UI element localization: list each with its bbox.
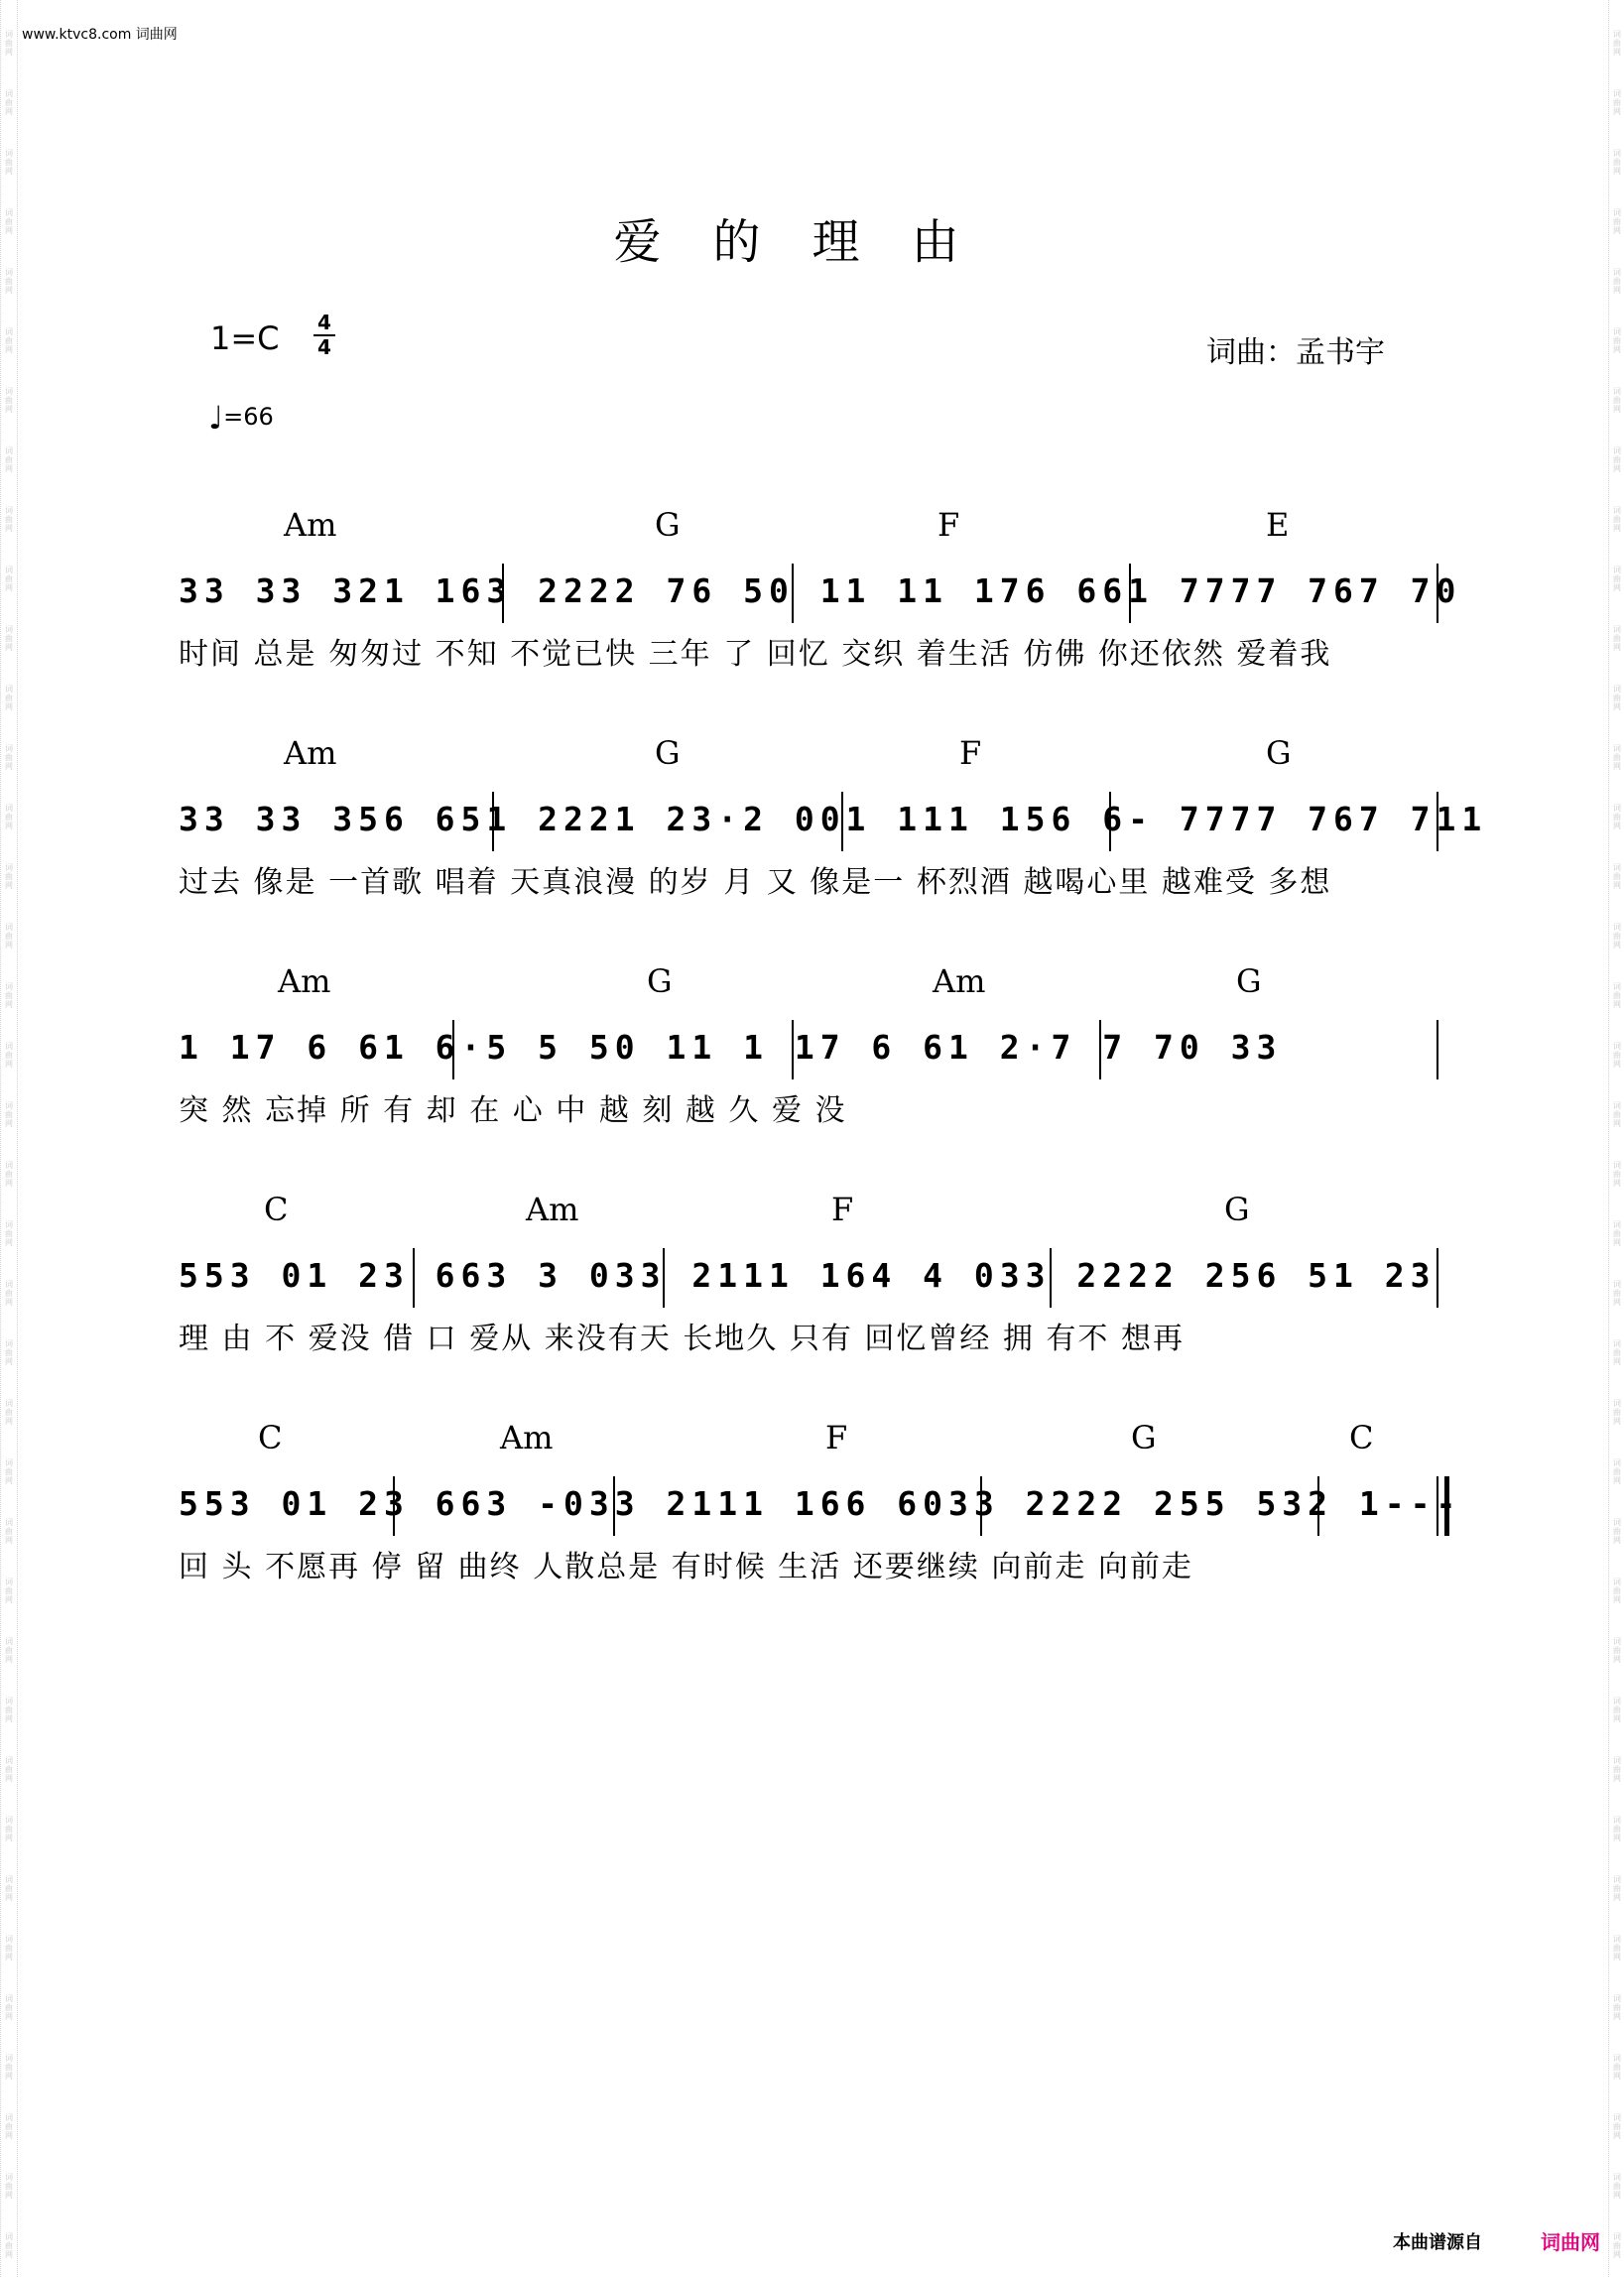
chord-row-4 — [0, 1191, 1624, 1230]
watermark-text: 词 曲 网 — [1613, 1161, 1621, 1188]
song-title: 爱的理由 — [613, 214, 1011, 270]
watermark-text: 词 曲 网 — [1613, 1935, 1621, 1961]
watermark-text: 词 曲 网 — [1613, 1339, 1621, 1366]
watermark-text: 词 曲 网 — [1613, 1101, 1621, 1128]
watermark-text: 词 曲 网 — [5, 2173, 13, 2200]
chord: Am — [500, 1419, 554, 1456]
watermark-text: 词 曲 网 — [1613, 1816, 1621, 1842]
watermark-text: 词 曲 网 — [1613, 804, 1621, 830]
watermark-text: 词 曲 网 — [1613, 1220, 1621, 1247]
key-signature: 1=C — [210, 319, 280, 357]
watermark-text: 词 曲 网 — [5, 208, 13, 235]
watermark-text: 词 曲 网 — [5, 327, 13, 354]
watermark-text: 词 曲 网 — [5, 685, 13, 711]
chord: C — [1349, 1419, 1374, 1456]
site-url: www.ktvc8.com 词曲网 — [22, 27, 178, 43]
watermark-text: 词 曲 网 — [1613, 566, 1621, 592]
chord: Am — [284, 506, 337, 544]
watermark-text: 词 曲 网 — [5, 506, 13, 533]
chord: F — [937, 506, 960, 544]
chord: F — [831, 1191, 854, 1228]
watermark-text: 词 曲 网 — [1613, 1399, 1621, 1426]
watermark-text: 词 曲 网 — [1613, 506, 1621, 533]
tempo-value: =66 — [223, 403, 274, 431]
watermark-text: 词 曲 网 — [5, 744, 13, 771]
watermark-text: 词 曲 网 — [1613, 685, 1621, 711]
watermark-text: 词 曲 网 — [1613, 863, 1621, 890]
watermark-text: 词 曲 网 — [1613, 744, 1621, 771]
watermark-text: 词 曲 网 — [5, 923, 13, 949]
watermark-text: 词 曲 网 — [1613, 1518, 1621, 1545]
watermark-text: 词 曲 网 — [5, 1399, 13, 1426]
chord: G — [655, 734, 681, 772]
watermark-text: 词 曲 网 — [5, 1697, 13, 1723]
composer-credit: 词曲：孟书宇 — [1206, 335, 1385, 370]
notation-row-1: 33 33 321 163 2222 76 50 11 11 176 661 7777 767 70 — [179, 571, 1462, 610]
watermark-text: 词 曲 网 — [1613, 1637, 1621, 1664]
watermark-text: 词 曲 网 — [5, 982, 13, 1009]
watermark-text: 词 曲 网 — [5, 1220, 13, 1247]
watermark-text: 词 曲 网 — [1613, 2113, 1621, 2140]
watermark-text: 词 曲 网 — [5, 1458, 13, 1485]
watermark-text: 词 曲 网 — [5, 863, 13, 890]
chord: Am — [278, 962, 331, 1000]
watermark-text: 词 曲 网 — [1613, 1458, 1621, 1485]
watermark-text: 词 曲 网 — [1613, 1697, 1621, 1723]
chord: F — [959, 734, 982, 772]
watermark-text: 词 曲 网 — [5, 1101, 13, 1128]
watermark-text: 词 曲 网 — [1613, 2054, 1621, 2081]
quarter-note-icon: ♩ — [208, 399, 224, 437]
watermark-text: 词 曲 网 — [5, 1042, 13, 1069]
lyrics-row-1: 时间 总是 匆匆过 不知 不觉已快 三年 了 回忆 交织 着生活 仿佛 你还依然 爱着我 — [179, 637, 1332, 672]
watermark-text: 词 曲 网 — [5, 149, 13, 176]
chord: G — [1236, 962, 1262, 1000]
chord: F — [825, 1419, 848, 1456]
chord: Am — [284, 734, 337, 772]
watermark-text: 词 曲 网 — [1613, 625, 1621, 652]
watermark-text: 词 曲 网 — [5, 566, 13, 592]
watermark-text: 词 曲 网 — [5, 1935, 13, 1961]
chord-row-2 — [0, 734, 1624, 774]
watermark-text: 词 曲 网 — [1613, 149, 1621, 176]
lyrics-row-4: 理 由 不 爱没 借 口 爱从 来没有天 长地久 只有 回忆曾经 拥 有不 想再 — [179, 1322, 1185, 1356]
time-signature — [313, 313, 335, 358]
watermark-text: 词 曲 网 — [1613, 89, 1621, 116]
watermark-text: 词 曲 网 — [1613, 1994, 1621, 2021]
watermark-text: 词 曲 网 — [5, 1816, 13, 1842]
chord: C — [258, 1419, 283, 1456]
watermark-text: 词 曲 网 — [5, 89, 13, 116]
watermark-text: 词 曲 网 — [1613, 327, 1621, 354]
notation-row-4: 553 01 23 663 3 033 2111 164 4 033 2222 256 51 23 — [179, 1256, 1437, 1295]
watermark-text: 词 曲 网 — [1613, 446, 1621, 473]
watermark-text: 词 曲 网 — [5, 30, 13, 57]
watermark-text: 词 曲 网 — [1613, 30, 1621, 57]
chord: Am — [933, 962, 986, 1000]
watermark-text: 词 曲 网 — [5, 1756, 13, 1783]
watermark-text: 词 曲 网 — [5, 625, 13, 652]
watermark-text: 词 曲 网 — [5, 1280, 13, 1307]
watermark-text: 词 曲 网 — [5, 1339, 13, 1366]
chord: C — [264, 1191, 289, 1228]
lyrics-row-5: 回 头 不愿再 停 留 曲终 人散总是 有时候 生活 还要继续 向前走 向前走 — [179, 1550, 1193, 1584]
lyrics-row-3: 突 然 忘掉 所 有 却 在 心 中 越 刻 越 久 爱 没 — [179, 1093, 847, 1128]
watermark-text: 词 曲 网 — [1613, 1578, 1621, 1604]
chord: Am — [526, 1191, 579, 1228]
watermark-text: 词 曲 网 — [5, 804, 13, 830]
watermark-text: 词 曲 网 — [5, 1875, 13, 1902]
watermark-text: 词 曲 网 — [5, 446, 13, 473]
chord: G — [647, 962, 673, 1000]
watermark-text: 词 曲 网 — [5, 2232, 13, 2259]
watermark-text: 词 曲 网 — [1613, 1756, 1621, 1783]
watermark-text: 词 曲 网 — [1613, 208, 1621, 235]
lyrics-row-2: 过去 像是 一首歌 唱着 天真浪漫 的岁 月 又 像是一 杯烈酒 越喝心里 越难受 多想 — [179, 865, 1332, 900]
watermark-text: 词 曲 网 — [5, 387, 13, 414]
chord: G — [1266, 734, 1292, 772]
watermark-text: 词 曲 网 — [5, 2113, 13, 2140]
notation-row-5: 553 01 23 663 -033 2111 166 6033 2222 255 532 1--- — [179, 1484, 1462, 1523]
chord-row-1 — [0, 506, 1624, 546]
notation-row-2: 33 33 356 651 2221 23·2 001 111 156 6- 7777 767 711 — [179, 800, 1488, 838]
watermark-text: 词 曲 网 — [1613, 1042, 1621, 1069]
right-watermark-strip — [1608, 0, 1624, 2277]
watermark-text: 词 曲 网 — [1613, 1875, 1621, 1902]
footer-source: 本曲谱源自 — [1393, 2232, 1482, 2253]
time-bottom: 4 — [317, 335, 331, 359]
watermark-text: 词 曲 网 — [1613, 387, 1621, 414]
footer-logo[interactable]: 词曲网 — [1541, 2230, 1600, 2254]
chord-row-3 — [0, 962, 1624, 1002]
tempo-marking — [208, 399, 274, 437]
notation-row-3: 1 17 6 61 6·5 5 50 11 1 17 6 61 2·7 7 70 33 — [179, 1028, 1283, 1067]
watermark-text: 词 曲 网 — [1613, 2232, 1621, 2259]
chord: G — [1224, 1191, 1250, 1228]
watermark-text: 词 曲 网 — [1613, 2173, 1621, 2200]
watermark-text: 词 曲 网 — [1613, 1280, 1621, 1307]
watermark-text: 词 曲 网 — [5, 268, 13, 295]
time-top: 4 — [317, 311, 331, 334]
watermark-text: 词 曲 网 — [5, 1161, 13, 1188]
chord: E — [1266, 506, 1290, 544]
watermark-text: 词 曲 网 — [5, 2054, 13, 2081]
watermark-text: 词 曲 网 — [5, 1637, 13, 1664]
watermark-text: 词 曲 网 — [1613, 923, 1621, 949]
watermark-text: 词 曲 网 — [1613, 982, 1621, 1009]
watermark-text: 词 曲 网 — [5, 1994, 13, 2021]
watermark-text: 词 曲 网 — [5, 1578, 13, 1604]
watermark-text: 词 曲 网 — [1613, 268, 1621, 295]
chord: G — [1131, 1419, 1157, 1456]
chord-row-5 — [0, 1419, 1624, 1458]
left-watermark-strip — [0, 0, 18, 2277]
watermark-text: 词 曲 网 — [5, 1518, 13, 1545]
chord: G — [655, 506, 681, 544]
